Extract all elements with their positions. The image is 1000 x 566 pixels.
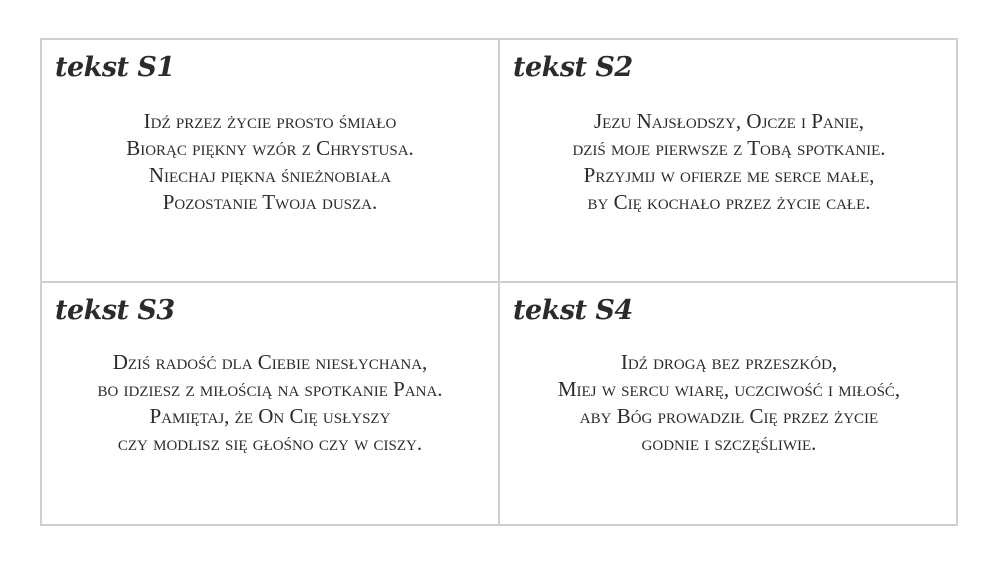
verse-line: aby Bóg prowadził Cię przez życie	[579, 404, 879, 428]
text-card-s1[interactable]	[42, 40, 500, 283]
card-title: tekst S1	[55, 52, 175, 83]
card-title: tekst S2	[513, 52, 633, 83]
verse-line: Niechaj piękna śnieżnobiała	[148, 163, 392, 187]
text-card-s2[interactable]	[500, 40, 958, 283]
verse-text	[500, 108, 958, 216]
verse-line: by Cię kochało przez życie całe.	[587, 190, 871, 214]
verse-line: Przyjmij w ofierze me serce małe,	[583, 163, 875, 187]
verse-line: bo idziesz z miłością na spotkanie Pana.	[97, 377, 443, 401]
verse-text	[42, 108, 498, 216]
card-title: tekst S4	[513, 295, 633, 326]
verse-line: Idź drogą bez przeszkód,	[620, 350, 838, 374]
text-options-grid	[40, 38, 958, 526]
verse-line: Biorąc piękny wzór z Chrystusa.	[126, 136, 414, 160]
verse-line: dziś moje pierwsze z Tobą spotkanie.	[572, 136, 886, 160]
verse-line: Pozostanie Twoja dusza.	[162, 190, 378, 214]
verse-line: Miej w sercu wiarę, uczciwość i miłość,	[557, 377, 901, 401]
verse-line: Pamiętaj, że On Cię usłyszy	[149, 404, 391, 428]
verse-line: Jezu Najsłodszy, Ojcze i Panie,	[593, 109, 864, 133]
verse-line: Idź przez życie prosto śmiało	[143, 109, 397, 133]
verse-line: godnie i szczęśliwie.	[641, 431, 817, 455]
verse-line: czy modlisz się głośno czy w ciszy.	[117, 431, 423, 455]
text-card-s4[interactable]	[500, 283, 958, 526]
verse-text	[500, 349, 958, 457]
verse-text	[42, 349, 498, 457]
card-title: tekst S3	[55, 295, 175, 326]
verse-line: Dziś radość dla Ciebie niesłychana,	[112, 350, 428, 374]
text-card-s3[interactable]	[42, 283, 500, 526]
